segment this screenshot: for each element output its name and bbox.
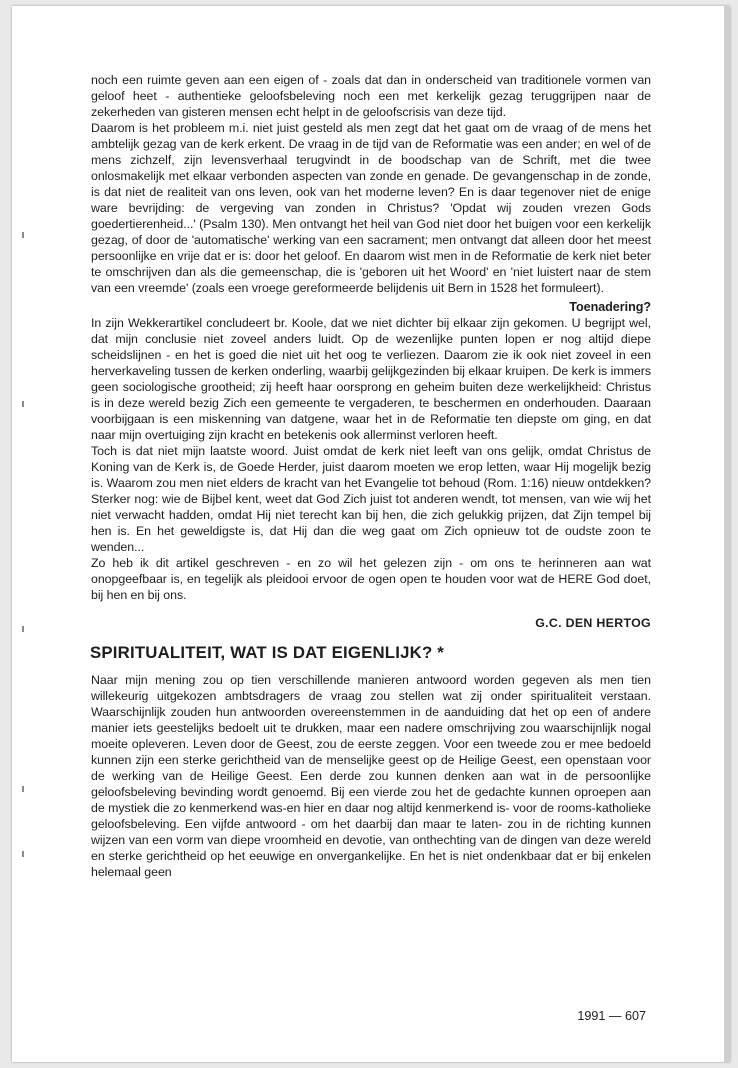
text-column bbox=[91, 72, 651, 880]
document-page bbox=[12, 6, 730, 1062]
page-edge bbox=[724, 6, 730, 1062]
paragraph: In zijn Wekkerartikel concludeert br. Koole, dat we niet dichter bij elkaar zijn gekomen. U begrijpt wel, dat mijn conclusie niet zoveel anders luidt. Op de wezenlijke punten lopen er nog altijd diepe scheidslijnen - en het is goed die niet uit het oog te verliezen. Daarom zie ik ook niet zoveel in een herverkaveling tussen de kerken onderling, waarbij gelijkgezinden bij elkaar kruipen. De kerk is immers geen sociologische grootheid; zij heeft haar oorsprong en geheim buiten deze werkelijkheid: Christus is in deze wereld bezig Zich een gemeente te vergaderen, te beschermen en onderhouden. Daaraan voorbijgaan is een miskenning van datgene, waar het in de Reformatie ten diepste om ging, en dat naar mijn overtuiging zijn kracht en betekenis ook allerminst verloren heeft. bbox=[91, 316, 651, 442]
author-signature: G.C. DEN HERTOG bbox=[535, 616, 651, 630]
margin-mark bbox=[22, 786, 24, 792]
margin-mark bbox=[22, 232, 24, 238]
margin-mark bbox=[22, 626, 24, 632]
paragraph: Daarom is het probleem m.i. niet juist gesteld als men zegt dat het gaat om de vraag of de mens het ambtelijk gezag van de kerk erkent. De vraag in de tijd van de Reformatie was een ander; en wel of de mens zichzelf, zijn levensverhaal terugvindt in de boodschap van de Schrift, met die twee onlosmakelijk met elkaar verbonden aspecten van zonde en genade. De gevangenschap in de zonde, is dat niet de realiteit van ons leven, ook van het moderne leven? En is daar tegenover niet de enige ware bevrijding: de vergeving van zonden in Christus? 'Opdat wij zouden vrezen Gods goedertierenheid...' (Psalm 130). Men ontvangt het heil van God niet door het buigen voor een kerkelijk gezag, of door de 'automatische' werking van een sacrament; men ontvangt dat alleen door het meest persoonlijke en vrije dat er is: door het geloof. En daarom wist men in de Reformatie de kerk niet beter te omschrijven dan als die gemeenschap, die is 'geboren uit het Woord' en 'niet luistert naar de stem van een vreemde' (zoals een vroege gereformeerde belijdenis uit Bern in 1528 het formuleert). bbox=[91, 121, 651, 295]
section-subheading: Toenadering? bbox=[569, 300, 651, 314]
margin-mark bbox=[22, 851, 24, 857]
article-title: SPIRITUALITEIT, WAT IS DAT EIGENLIJK? * bbox=[90, 643, 445, 662]
paragraph: Naar mijn mening zou op tien verschillende manieren antwoord worden gegeven als men tien willekeurig uitgekozen ambtsdragers de vraag zou stellen wat zij onder spiritualiteit verstaan. Waarschijnlijk zouden hun antwoorden overeenstemmen in de aanduiding dat het op een of andere manier iets geestelijks bedoelt uit te drukken, maar een nadere omschrijving zou waarschijnlijk nogal moeite opleveren. Leven door de Geest, zou de eerste zeggen. Voor een tweede zou er mee bedoeld kunnen zijn een sterke gerichtheid van de menselijke geest op de Heilige Geest, een openstaan voor de werking van de Heilige Geest. Een derde zou kunnen denken aan wat in de persoonlijke geloofsbeleving bevinding wordt genoemd. Bij een vierde zou het de gedachte kunnen oproepen aan de mystiek die zo kenmerkend was-en hier en daar nog altijd kenmerkend is- voor de rooms-katholieke geloofsbeleving. Een vijfde antwoord - om het daarbij dan maar te laten- zou in de richting kunnen wijzen van een vorm van diepe vroomheid en devotie, van onthechting van de dingen van deze wereld en sterke gerichtheid op het eeuwige en onvergankelijke. En het is niet ondenkbaar dat er bij enkelen helemaal geen bbox=[91, 673, 651, 879]
paragraph: Zo heb ik dit artikel geschreven - en zo wil het gelezen zijn - om ons te herinneren aan wat onopgeefbaar is, en tegelijk als pleidooi ervoor de ogen open te houden voor wat de HERE God doet, bij hen en bij ons. bbox=[91, 556, 651, 602]
paragraph: Toch is dat niet mijn laatste woord. Juist omdat de kerk niet leeft van ons gelijk, omdat Christus de Koning van de Kerk is, de Goede Herder, juist daarom moeten we erop letten, waar Hij mogelijk bezig is. Waarom zou men niet elders de kracht van het Evangelie tot behoud (Rom. 1:16) nieuw ontdekken? Sterker nog: wie de Bijbel kent, weet dat God Zich juist tot anderen wendt, tot mensen, van wie wij het niet verwacht hadden, omdat Hij niet terecht kan bij hen, die zich gelukkig prijzen, dat Zijn tempel bij hen is. En het geweldigste is, dat Hij dan die weg gaat om Zich opnieuw tot de oudste zoon te wenden... bbox=[91, 444, 651, 554]
margin-mark bbox=[22, 401, 24, 407]
page-number: 1991 — 607 bbox=[577, 1009, 646, 1023]
paragraph: noch een ruimte geven aan een eigen of - zoals dat dan in onderscheid van traditionele vormen van geloof heet - authentieke geloofsbeleving noch een met kerkelijk gezag teruggrijpen naar de zekerheden van gisteren mensen echt helpt in de geloofscrisis van deze tijd. bbox=[91, 73, 651, 119]
